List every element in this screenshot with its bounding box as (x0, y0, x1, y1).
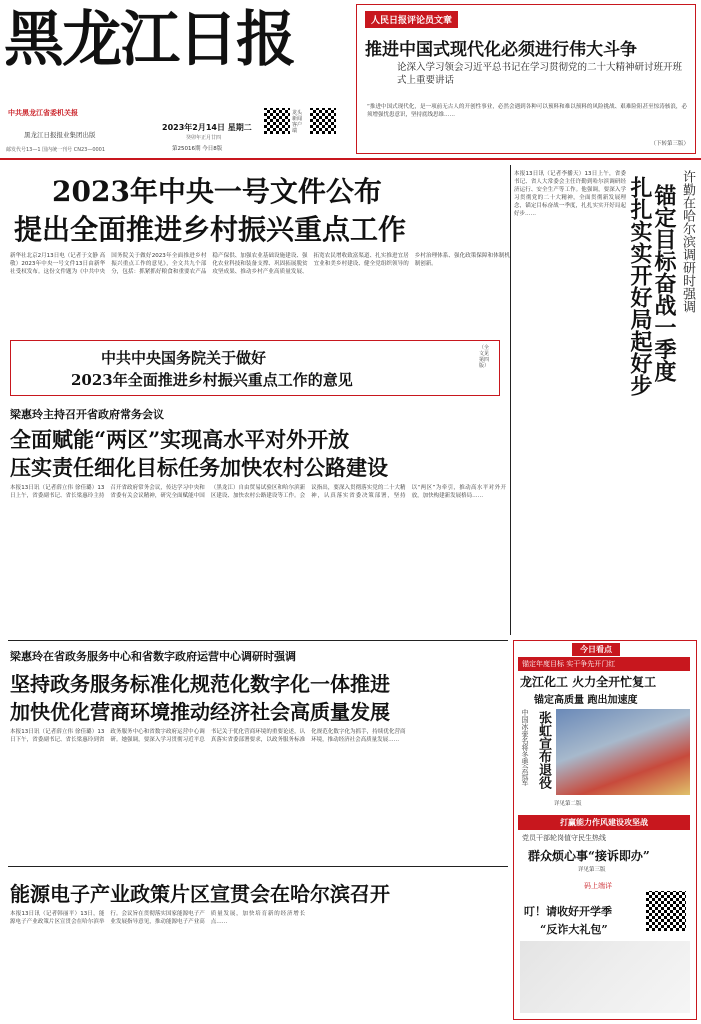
lead-text: 新华社北京2月13日电（记者于文静 高敬）2023年中央一号文件13日由新华社受权发布。这份文件题为《中共中央 国务院关于做好2023年全面推进乡村振兴重点工作的意见》，全文共九个部分，包括：抓紧抓好粮食和重要农产品稳产保供、加强农业基础设施建设、强化农业科技和装备支撑、巩固拓展脱贫攻坚成果、推动乡村产业高质量发展、拓宽农民增收致富渠道、扎实推进宜居宜业和美乡村建设、健全党组织领导的乡村治理体系、强化政策保障和体制机制创新。 (10, 253, 510, 275)
today-strip: 打赢能力作风建设攻坚战 (518, 815, 690, 830)
bottom-decor (520, 941, 690, 1013)
article3-headline-1: 坚持政务服务标准化规范化数字化一体推进 (10, 672, 390, 696)
skater-photo (556, 709, 690, 795)
today-photo-caption-v: 中国冰壶名将冬奥会冠军 (521, 709, 529, 786)
app-qr-icon-2 (310, 108, 336, 134)
app-note: 龙头新闻客户端 (292, 110, 303, 134)
lead-doc-note: （全文见第四版） (479, 345, 490, 369)
lead-doc-title-2: 2023年全面推进乡村振兴重点工作的意见 (71, 371, 353, 389)
article2-headline-2: 压实责任细化目标任务加快农村公路建设 (10, 455, 388, 480)
article3-headline-2: 加快优化营商环境推动经济社会高质量发展 (10, 700, 390, 724)
lead-doc-title-1: 中共中央国务院关于做好 (101, 349, 267, 367)
masthead-title: 黑龙江日报 (4, 5, 294, 75)
today-v-name: 张虹宣布退役 (536, 711, 551, 789)
today-sub-banner: 龙江化工 火力全开忙复工 (520, 675, 657, 689)
today-box (513, 640, 697, 1020)
today-v-more: 详见第二版 (554, 801, 582, 807)
right-vertical-small: 许勤在哈尔滨调研时强调 (680, 170, 695, 313)
commentary-tag: 人民日报评论员文章 (365, 11, 458, 28)
today-s-more: 详见第三版 (578, 867, 606, 873)
masthead-issue: 第25016期 今日8版 (172, 146, 223, 152)
today-header: 今日看点 (572, 643, 620, 656)
article2-text: 本报13日讯（记者薛立伟 徐佳璐）13日上午，省委副书记、省长梁惠玲主持召开省政府常务会议，传达学习中央和省委有关会议精神，研究全面赋能中国（黑龙江）自由贸易试验区和哈尔滨新区建设、加快农村公路建设等工作。会议指出，要深入贯彻落实党的二十大精神，认真落实省委决策部署，坚持以“两区”为牵引，推动高水平对外开放，加快构建新发展格局…… (10, 485, 506, 499)
today-s-head: 群众烦心事“接诉即办” (528, 849, 650, 863)
right-vertical-big-2: 扎扎实实开好局起好步 (627, 176, 653, 396)
masthead-lunar: 癸卯年正月廿四 (186, 135, 222, 141)
commentary-excerpt: “推进中国式现代化，是一项前无古人的开创性事业，必然会遇到各种可以预料和难以预料的风险挑战、艰难险阻甚至惊涛骇浪，必须增强忧患意识，坚持底线思维…… (367, 104, 687, 118)
divider-b (8, 866, 508, 867)
today-sub2: 锚定高质量 跑出加速度 (534, 695, 638, 706)
article2-kicker: 梁惠玲主持召开省政府常务会议 (10, 408, 164, 421)
qr-code (646, 891, 686, 931)
masthead (0, 0, 352, 155)
today-banner: 锚定年度目标 实干争先开门红 (518, 657, 690, 671)
article3-kicker: 梁惠玲在省政务服务中心和省数字政府运营中心调研时强调 (10, 650, 296, 663)
commentary-headline: 推进中国式现代化必须进行伟大斗争 (365, 40, 637, 60)
masthead-divider (0, 158, 701, 160)
today-s-kicker: 党员干部轮岗值守民生热线 (522, 834, 606, 842)
commentary-more: （下转第三版） (650, 141, 689, 147)
today-qr-label: 码上端详 (584, 882, 612, 890)
right-column-divider (510, 165, 511, 635)
lead-headline-1: 2023年中央一号文件公布 (52, 175, 382, 208)
masthead-sub2: 黑龙江日报报业集团出版 (24, 131, 96, 139)
article4-headline: 能源电子产业政策片区宣贯会在哈尔滨召开 (10, 882, 390, 906)
commentary-box (356, 4, 696, 154)
lead-doc-box (10, 340, 500, 396)
right-vertical-big-1: 锚定目标奋战一季度 (651, 184, 677, 382)
masthead-sub1: 中共黑龙江省委机关报 (8, 109, 78, 117)
today-qr-text-2: “反诈大礼包” (540, 923, 608, 936)
masthead-date: 2023年2月14日 星期二 (162, 123, 252, 132)
right-text: 本报13日讯（记者李播天）13日上午，省委书记、省人大常委会主任许勤到哈尔滨调研经济运行、安全生产等工作。他强调，要深入学习贯彻党的二十大精神，全面贯彻新发展理念，锚定目标奋战一季度，扎扎实实开好局起好步…… (514, 171, 626, 217)
article3-text: 本报13日讯（记者薛立伟 徐佳璐）13日下午，省委副书记、省长梁惠玲到省政务服务中心和省数字政府运营中心调研。她强调，要深入学习贯彻习近平总书记关于优化营商环境的重要论述，认真落实省委部署要求，以政务服务标准化规范化数字化为抓手，持续优化营商环境，推动经济社会高质量发展…… (10, 729, 406, 743)
divider-a (8, 640, 508, 641)
article4-text: 本报13日讯（记者韩丽平）13日，能源电子产业政策片区宣贯会在哈尔滨举行。会议旨在贯彻落实国家能源电子产业发展指导意见，推动能源电子产业高质量发展，加快培育新的经济增长点…… (10, 911, 306, 925)
commentary-sub: 论深入学习领会习近平总书记在学习贯彻党的二十大精神研讨班开班式上重要讲话 (397, 62, 683, 86)
today-qr-text-1: 叮！请收好开学季 (524, 905, 612, 918)
lead-headline-2: 提出全面推进乡村振兴重点工作 (14, 213, 407, 246)
masthead-code: 邮发代号13—1 国内统一刊号 CN23—0001 (6, 147, 106, 153)
app-qr-icon (264, 108, 290, 134)
article2-headline-1: 全面赋能“两区”实现高水平对外开放 (10, 427, 350, 452)
